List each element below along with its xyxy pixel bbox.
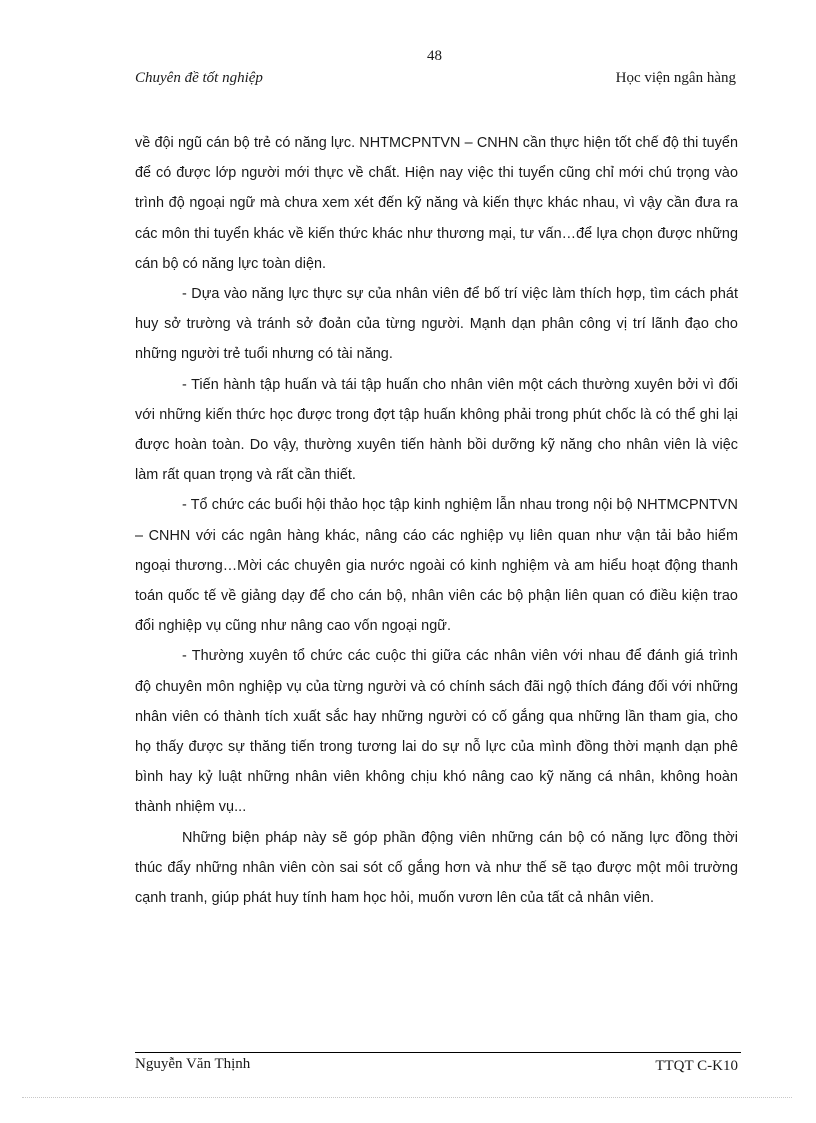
page-bottom-dotted-border xyxy=(22,1097,792,1098)
paragraph-4: - Tổ chức các buổi hội thảo học tập kinh nghiệm lẫn nhau trong nội bộ NHTMCPNTVN – CNHN với các ngân hàng khác, nâng cáo các nghiệp vụ liên quan như vận tải bảo hiểm ngoại thương…Mời các chuyên gia nước ngoài có kinh nghiệm và am hiểu hoạt động thanh toán quốc tế về giảng dạy để cho cán bộ, nhân viên các bộ phận liên quan có điều kiện trao đổi nghiệp vụ cũng như nâng cao vốn ngoại ngữ. xyxy=(135,497,738,635)
footer-author: Nguyễn Văn Thịnh xyxy=(135,1056,251,1072)
footer-class-code: TTQT C-K10 xyxy=(655,1058,738,1074)
paragraph-3: - Tiến hành tập huấn và tái tập huấn cho nhân viên một cách thường xuyên bởi vì đối với những kiến thức học được trong đợt tập huấn không phải trong phút chốc là có thể ghi lại được hoàn toàn. Do vậy, thường xuyên tiến hành bồi dưỡng kỹ năng cho nhân viên là việc làm rất quan trọng và rất cần thiết. xyxy=(135,376,738,484)
header-institution: Học viện ngân hàng xyxy=(615,70,736,86)
page-number: 48 xyxy=(427,48,442,64)
footer-divider xyxy=(135,1052,741,1053)
paragraph-5: - Thường xuyên tổ chức các cuộc thi giữa các nhân viên với nhau để đánh giá trình độ chuyên môn nghiệp vụ của từng người và có chính sách đãi ngộ thích đáng đối với những nhân viên có thành tích xuất sắc hay những người có cố gắng qua những lần tham gia, cho họ thấy được sự thăng tiến trong tương lai do sự nỗ lực của mình đồng thời mạnh dạn phê bình hay kỷ luật những nhân viên không chịu khó nâng cao kỹ năng cá nhân, không hoàn thành nhiệm vụ... xyxy=(135,648,738,816)
paragraph-6: Những biện pháp này sẽ góp phần động viên những cán bộ có năng lực đồng thời thúc đẩy những nhân viên còn sai sót cố gắng hơn và như thế sẽ tạo được một môi trường cạnh tranh, giúp phát huy tính ham học hỏi, muốn vươn lên của tất cả nhân viên. xyxy=(135,829,738,907)
paragraph-1: về đội ngũ cán bộ trẻ có năng lực. NHTMCPNTVN – CNHN cần thực hiện tốt chế độ thi tuyển để có được lớp người mới thực về chất. Hiện nay việc thi tuyển cũng chỉ mới chú trọng vào trình độ ngoại ngữ mà chưa xem xét đến kỹ năng và kiến thực khác nhau, vì vậy cần đưa ra các môn thi tuyển khác về kiến thức khác như thương mại, tư vấn…để lựa chọn được những cán bộ có năng lực toàn diện. xyxy=(135,135,738,272)
paragraph-2: - Dựa vào năng lực thực sự của nhân viên để bố trí việc làm thích hợp, tìm cách phát huy sở trường và tránh sở đoản của từng người. Mạnh dạn phân công vị trí lãnh đạo cho những người trẻ tuổi nhưng có tài năng. xyxy=(135,286,738,363)
header-document-type: Chuyên đề tốt nghiệp xyxy=(135,70,263,86)
body-text xyxy=(135,128,738,913)
